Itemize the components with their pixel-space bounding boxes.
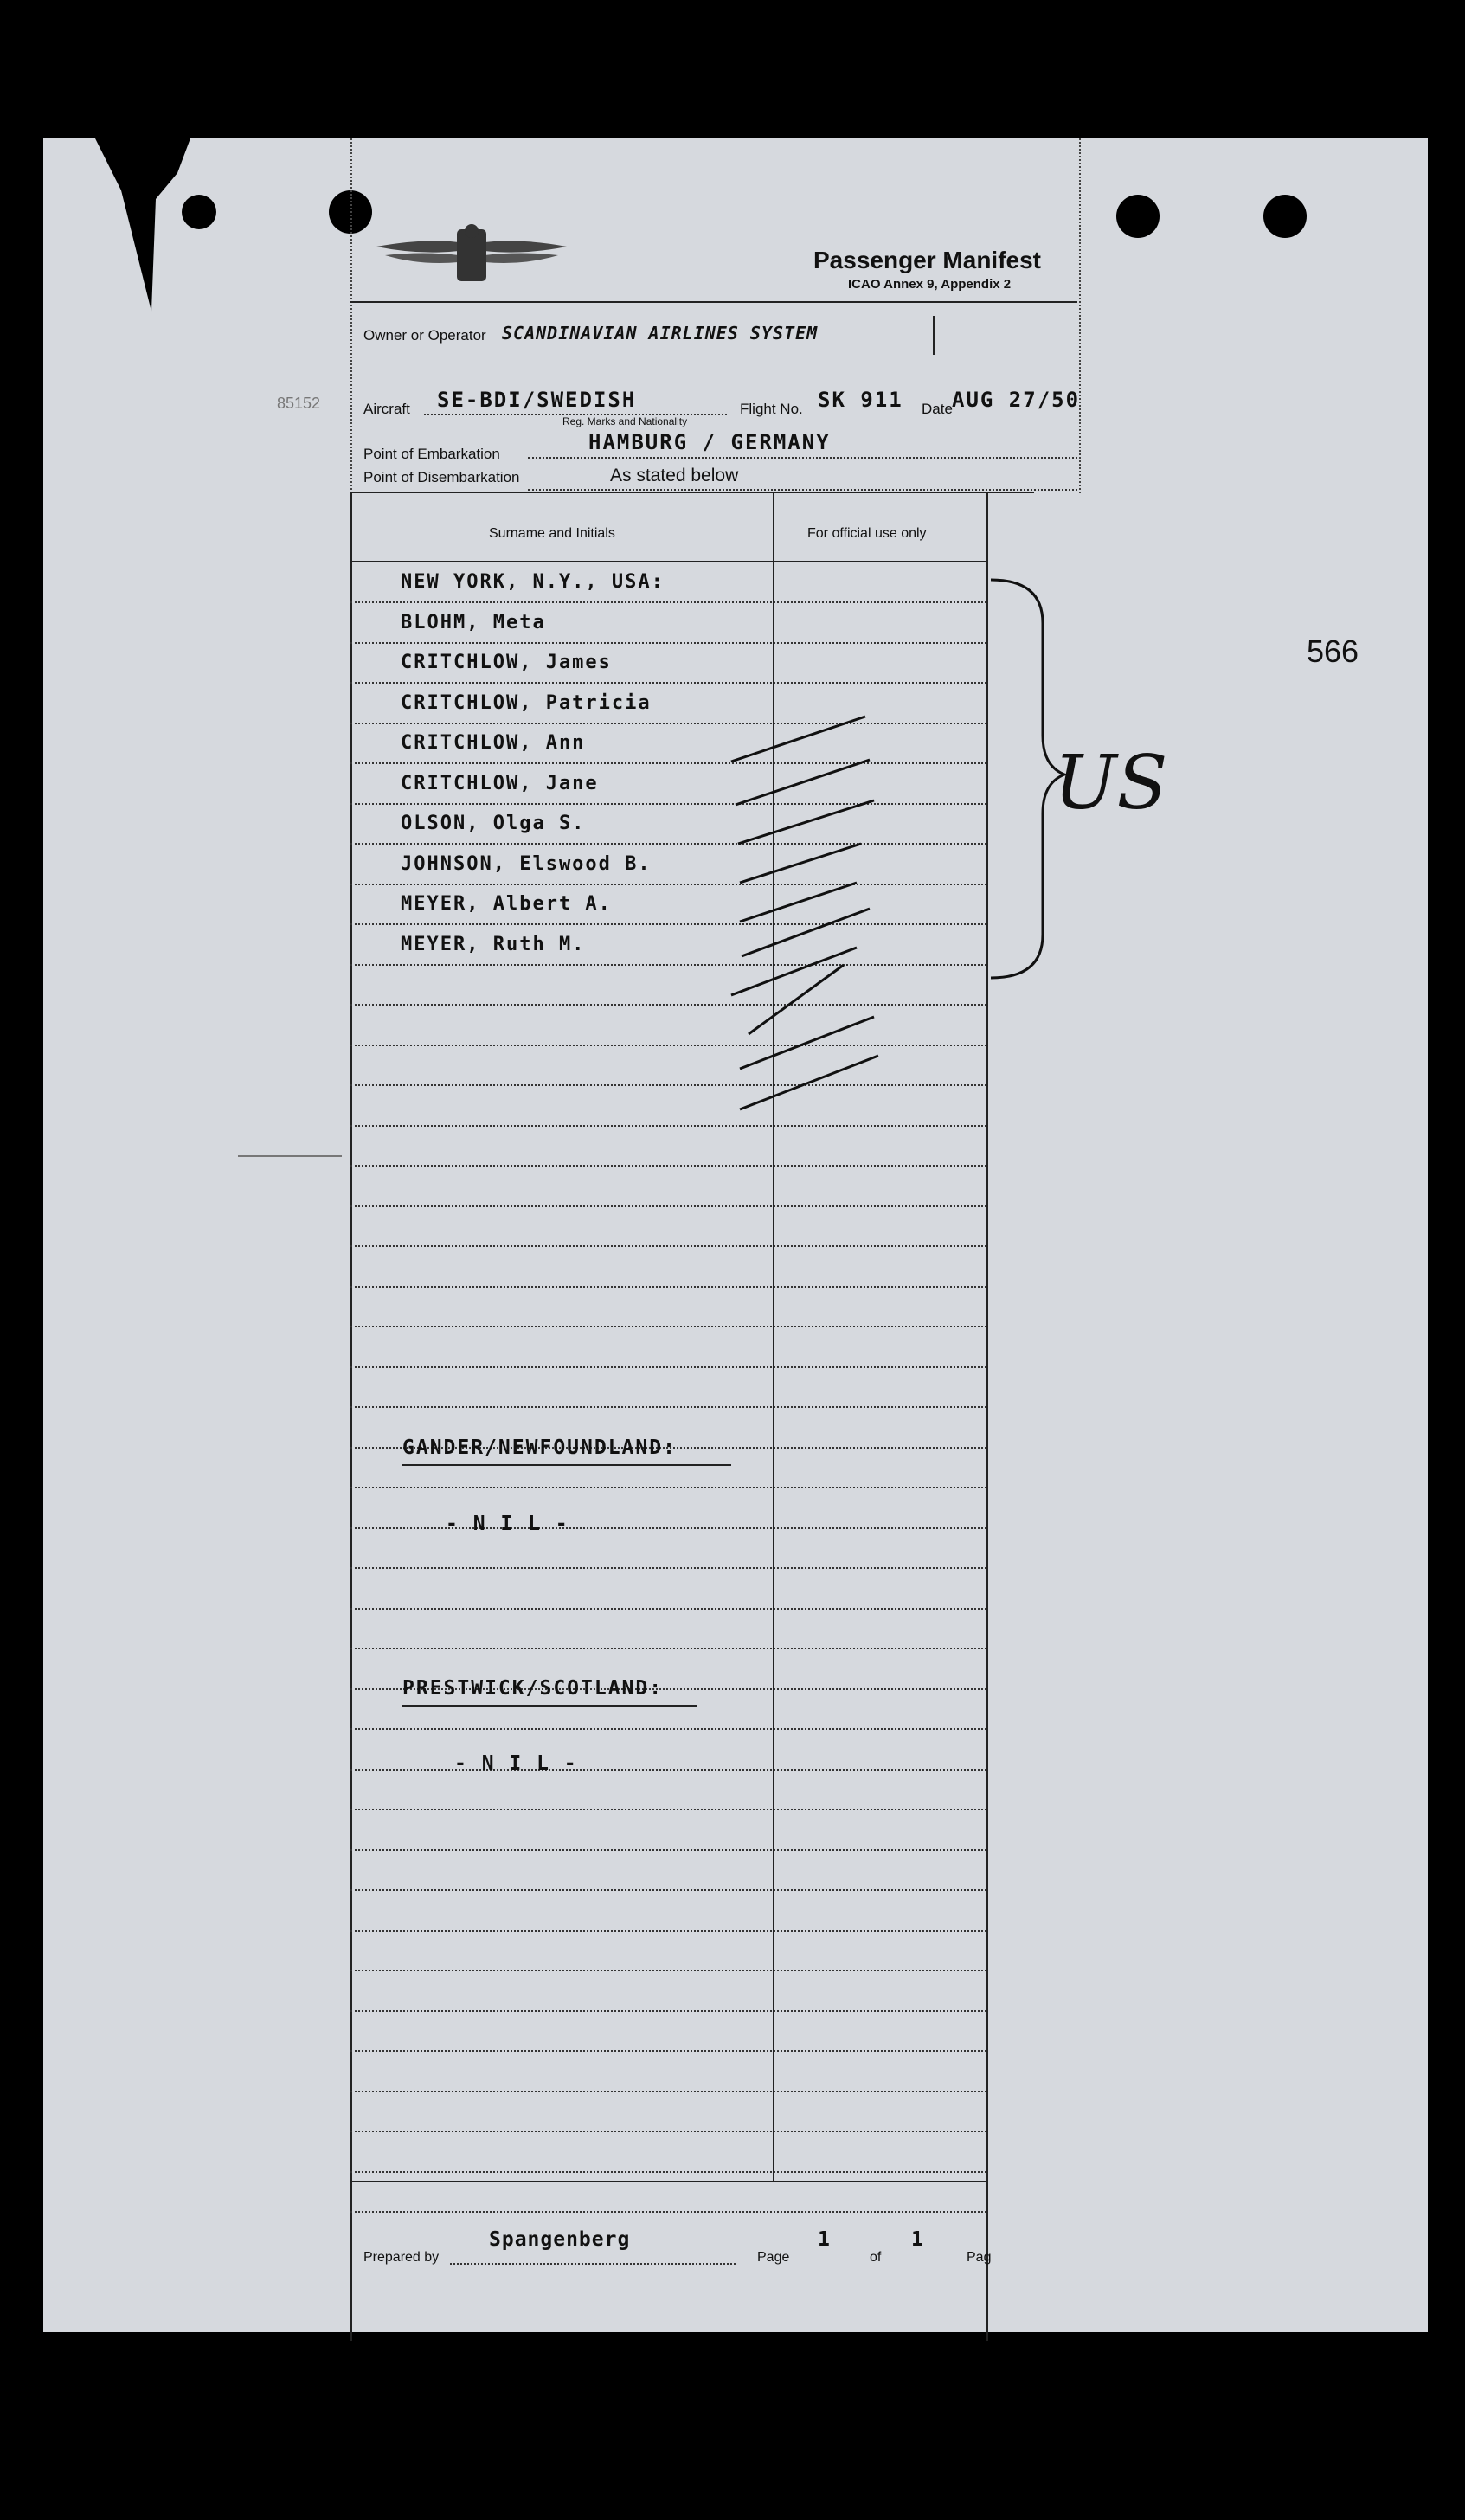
disembark-value: As stated below xyxy=(610,466,739,485)
flight-value: SK 911 xyxy=(818,388,903,412)
punch-hole-3 xyxy=(1263,195,1307,238)
table-rule-line xyxy=(350,1608,986,1610)
date-value: AUG 27/50 xyxy=(952,388,1081,412)
handwritten-note: US xyxy=(1054,740,1168,826)
pages-label: Pag xyxy=(967,2250,992,2265)
table-rule-line xyxy=(350,1245,986,1247)
passenger-name: CRITCHLOW, Jane xyxy=(401,772,599,794)
table-rule-line xyxy=(350,1728,986,1730)
table-rule-line xyxy=(350,2131,986,2132)
passenger-name: CRITCHLOW, Patricia xyxy=(401,691,652,714)
table-rule-line xyxy=(350,1406,986,1408)
embark-value: HAMBURG / GERMANY xyxy=(588,430,831,454)
passenger-name: OLSON, Olga S. xyxy=(401,813,586,834)
table-rule-line xyxy=(350,1849,986,1851)
table-rule-line xyxy=(350,1809,986,1810)
of-label: of xyxy=(870,2250,882,2265)
header-underline xyxy=(350,561,986,562)
page-value: 1 xyxy=(818,2228,832,2251)
table-rule-line xyxy=(350,1326,986,1328)
table-rule-line xyxy=(350,601,986,603)
passenger-name: CRITCHLOW, Ann xyxy=(401,732,586,754)
table-rule-line xyxy=(350,2050,986,2052)
prepared-label: Prepared by xyxy=(363,2250,440,2265)
punch-hole-2 xyxy=(1116,195,1160,238)
manifest-title: Passenger Manifest xyxy=(813,247,1041,273)
passenger-name: JOHNSON, Elswood B. xyxy=(401,852,652,875)
aircraft-value: SE-BDI/SWEDISH xyxy=(437,388,637,412)
embark-label: Point of Embarkation xyxy=(363,446,500,462)
disembark-line xyxy=(528,489,1077,491)
table-rule-line xyxy=(350,2171,986,2173)
table-rule-line xyxy=(350,682,986,684)
punch-hole-4 xyxy=(182,195,216,229)
table-rule-line xyxy=(350,1889,986,1891)
manifest-paper xyxy=(43,138,1428,2332)
table-left-border xyxy=(350,493,352,2341)
passenger-name: CRITCHLOW, James xyxy=(401,652,612,673)
table-rule-line xyxy=(350,1205,986,1207)
passenger-name: BLOHM, Meta xyxy=(401,611,546,633)
owner-label: Owner or Operator xyxy=(363,327,486,344)
date-label: Date xyxy=(922,401,953,417)
owner-value: SCANDINAVIAN AIRLINES SYSTEM xyxy=(502,323,819,344)
prestwick-underline xyxy=(402,1705,697,1707)
of-value: 1 xyxy=(911,2228,925,2251)
passenger-name: MEYER, Ruth M. xyxy=(401,933,586,955)
prepared-line xyxy=(450,2263,736,2265)
prestwick-heading: PRESTWICK/SCOTLAND: xyxy=(402,1677,664,1700)
manifest-subtitle: ICAO Annex 9, Appendix 2 xyxy=(848,277,1012,292)
official-check-marks xyxy=(714,710,904,1125)
header-divider-1 xyxy=(350,301,1077,303)
table-rule-line xyxy=(350,1567,986,1569)
table-rule-line xyxy=(350,1165,986,1167)
destination-heading: NEW YORK, N.Y., USA: xyxy=(401,571,665,593)
page-label: Page xyxy=(757,2250,790,2265)
flight-label: Flight No. xyxy=(740,401,803,417)
table-rule-line xyxy=(350,1286,986,1288)
embark-line xyxy=(528,457,1077,459)
table-rule-line xyxy=(350,642,986,644)
col-header-official: For official use only xyxy=(807,526,927,541)
aircraft-label: Aircraft xyxy=(363,401,410,417)
table-rule-line xyxy=(350,2091,986,2092)
table-rule-line xyxy=(350,1366,986,1368)
margin-stamp-mark: 85152 xyxy=(277,395,321,412)
table-rule-line xyxy=(350,1648,986,1649)
table-rule-line xyxy=(350,2010,986,2012)
table-rule-line xyxy=(350,1970,986,1971)
passenger-table xyxy=(350,493,1034,2341)
gander-heading: GANDER/NEWFOUNDLAND: xyxy=(402,1437,677,1459)
passenger-name: MEYER, Albert A. xyxy=(401,893,612,915)
prestwick-nil: - N I L - xyxy=(454,1752,578,1775)
footer-top-border xyxy=(350,2181,986,2182)
disembark-label: Point of Disembarkation xyxy=(363,469,520,485)
table-rule-line xyxy=(350,1930,986,1932)
gander-underline xyxy=(402,1464,731,1466)
reg-note: Reg. Marks and Nationality xyxy=(562,415,688,428)
airline-wings-logo xyxy=(372,221,571,290)
owner-separator xyxy=(933,316,935,355)
left-margin-rule xyxy=(238,1155,342,1157)
prepared-value: Spangenberg xyxy=(489,2228,631,2251)
table-rule-line xyxy=(350,1487,986,1488)
gander-nil: - N I L - xyxy=(446,1513,569,1535)
col-header-surname: Surname and Initials xyxy=(489,526,615,541)
margin-number: 566 xyxy=(1307,633,1359,669)
table-rule-line xyxy=(350,1769,986,1771)
table-rule-line xyxy=(350,2211,986,2213)
